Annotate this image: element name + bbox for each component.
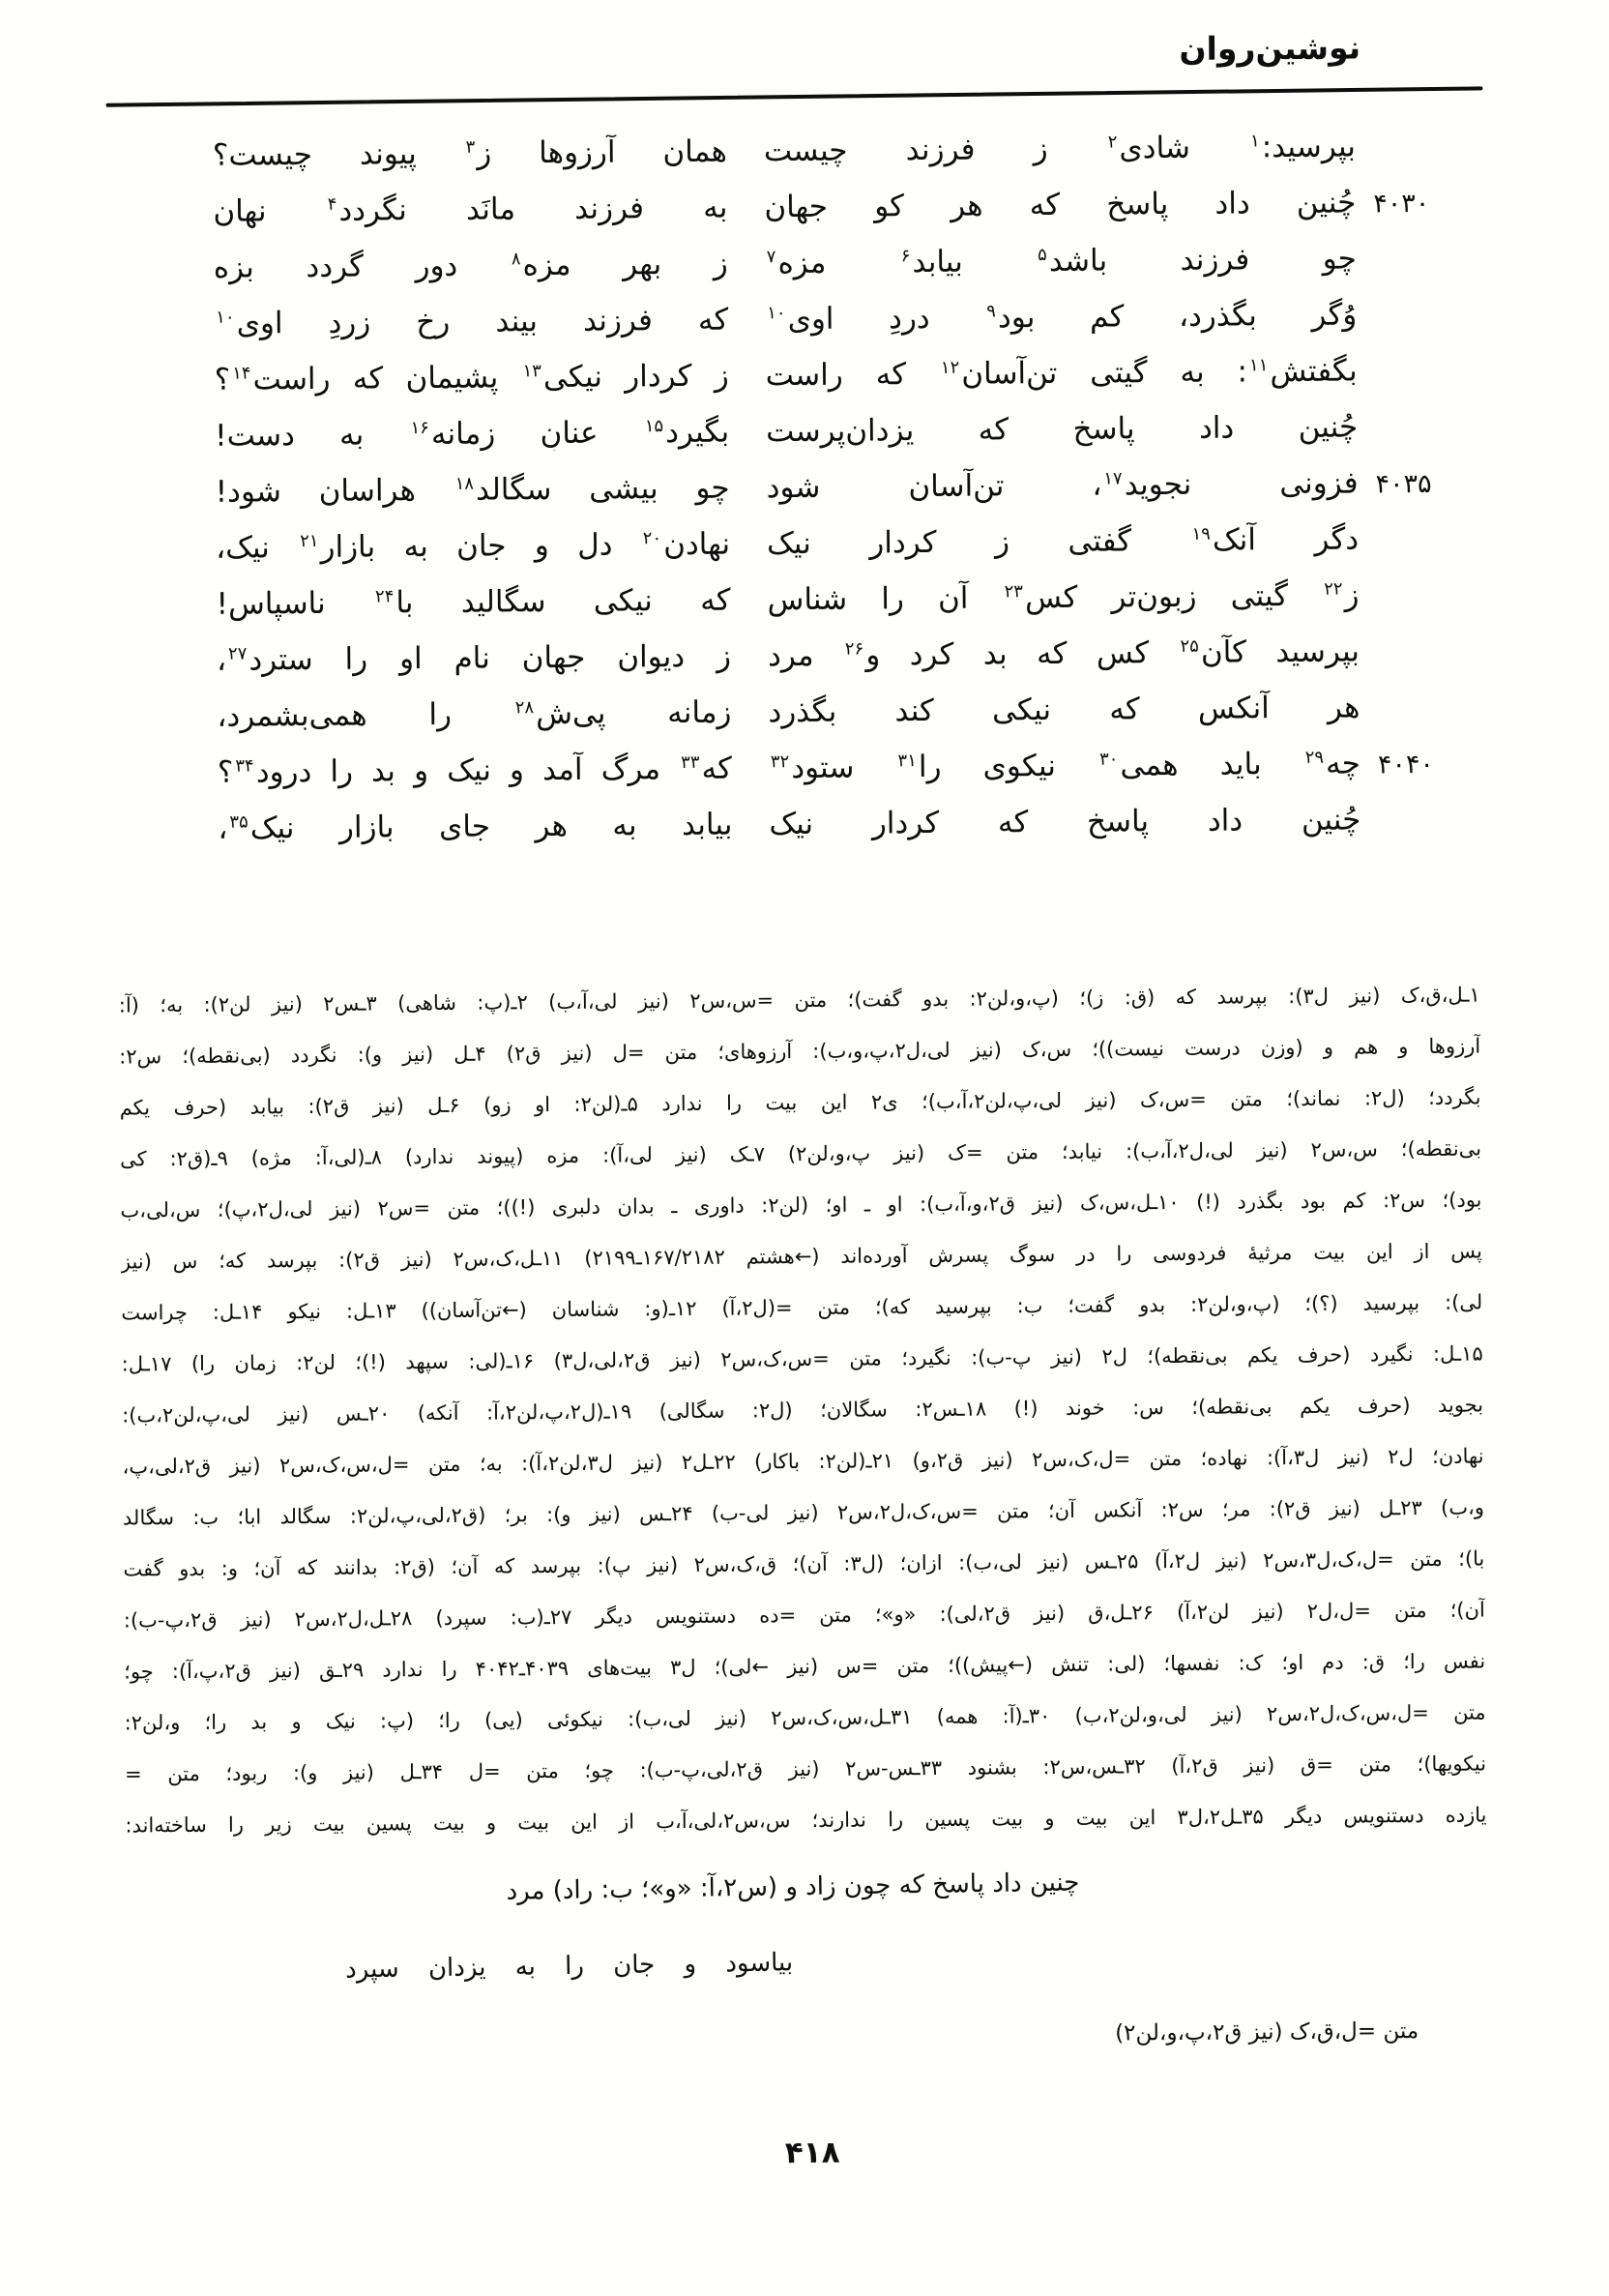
apparatus-line: بجوید (حرف یکم بی‌نقطه)؛ س: خوند (!) ۱۸ـس۲: سگالان؛ (ل۲: سگالی) ۱۹ـ(ل۲،پ،لن۲،آ: آنکه) ۲۰ـس (نیز لی،پ،لن۲،ب): bbox=[122, 1393, 1484, 1428]
page-number: ۴۱۸ bbox=[784, 2134, 840, 2171]
hemistich-second: که فرزند بیند رخ زردِ اوی$^{۱۰}$ bbox=[216, 302, 729, 341]
verse-number bbox=[1359, 545, 1432, 549]
apparatus-line: نفس را؛ ق: دم او؛ ک: نفسها؛ (لی: تنش (←پیش))؛ متن =س (نیز ←لی)؛ ل۳ بیت‌های ۴۰۳۹ـ۴۰۴۲ را ندارد ۲۹ـق (نیز ق۲،پ،آ): چو؛ bbox=[124, 1649, 1486, 1684]
apparatus-line: و،ب) ۲۳ـل (نیز ق۲): مر؛ س۲: آنکس آن؛ متن =س،ک،ل۲،س۲ (نیز لی-ب) ۲۴ـس (نیز و): بر؛ (ق۲،لی،پ،لن۲: سگالد ابا؛ ب: سگالد bbox=[122, 1495, 1485, 1530]
hemistich-first: بپرسید کآن$^{۲۵}$ کس که بد کرد و$^{۲۶}$ مرد bbox=[767, 633, 1360, 674]
verse-row bbox=[218, 746, 1434, 811]
verse-row bbox=[214, 241, 1430, 307]
hemistich-first: بپرسید:$^۱$ شادی$^۲$ ز فرزند چیست bbox=[763, 129, 1357, 169]
appendix-verse-line-1: چنین داد پاسخ که چون زاد و (س۲،آ: «و»؛ ب: راد) مرد bbox=[506, 1868, 1080, 1906]
apparatus-line: متن =ل،س،ک،ل۲،س۲ (نیز لی،و،لن۲،ب) ۳۰ـ(آ: همه) ۳۱ـل،س،ک،س۲ (نیز لی،ب): نیکوئی (یی) را؛ (پ: نیک و بد را؛ و،لن۲: bbox=[124, 1700, 1486, 1735]
verse-number: ۴۰۴۰ bbox=[1377, 749, 1435, 780]
apparatus-line: یازده دستنویس دیگر ۳۵ـل۲،ل۳ این بیت و بیت پسین را ندارند؛ س،س۲،لی،آ،ب از این بیت و بیت پسین بیت زیر را ساخته‌اند: bbox=[125, 1803, 1487, 1838]
apparatus-line: لی): بپرسید (؟)؛ (پ،و،لن۲: بدو گفت؛ ب: بپرسید که)؛ متن =(ل۲،آ) ۱۲ـ(و: شناسان (←تن‌آسان)) ۱۳ـل: نیکو ۱۴ـل: چراست bbox=[121, 1290, 1483, 1325]
header-rule bbox=[105, 86, 1482, 106]
hemistich-second: ز کردارِ نیکی$^{۱۳}$ پشیمان که راست$^{۱۴}$؟ bbox=[214, 358, 729, 397]
appendix-verse-line-2: بیاسود و جان را به یزدان سپرد bbox=[344, 1948, 794, 1985]
hemistich-second: که نیکی سگالید با$^{۲۴}$ ناسپاس! bbox=[216, 582, 731, 622]
verse-row bbox=[217, 690, 1433, 755]
hemistich-first: هر آنکس که نیکی کند بگذرد bbox=[768, 690, 1360, 730]
verse-row bbox=[218, 802, 1434, 868]
hemistich-first: دگر آنک$^{۱۹}$ گفتی ز کردارِ نیک bbox=[766, 521, 1360, 562]
verse-number bbox=[1357, 264, 1430, 269]
apparatus-container bbox=[119, 970, 1487, 1852]
apparatus-line: بگردد؛ (ل۲: نماند)؛ متن =س،ک (نیز لی،پ،لن۲،آ،ب)؛ ی۲ این بیت را ندارد ۵ـ(لن۲: او زو) ۶ـل (نیز ق۲): بیابد (حرف یکم bbox=[119, 1085, 1481, 1120]
verse-number bbox=[1357, 320, 1430, 325]
hemistich-second: بیابد به هر جای بازارِ نیک$^{۳۵}$، bbox=[218, 807, 733, 846]
apparatus-line: ۱ـل،ق،ک (نیز ل۳): بپرسد که (ق: ز)؛ (پ،و،لن۲: بدو گفت)؛ متن =س،س۲ (نیز لی،آ،ب) ۲ـ(پ: شاهی) ۳ـس۲ (نیز لن۲): به؛ (آ: bbox=[118, 983, 1480, 1017]
verse-row bbox=[214, 297, 1430, 363]
hemistich-first: وُگر بگذرد، کم بود$^۹$ دردِ اوی$^{۱۰}$ bbox=[767, 297, 1358, 338]
verse-row bbox=[216, 577, 1432, 643]
poem-section bbox=[213, 129, 1435, 868]
apparatus-line: ۱۵ـل: نگیرد (حرف یکم بی‌نقطه)؛ ل۲ (نیز پ-ب): نگیرد؛ متن =س،ک،س۲ (نیز ق۲،لی،ل۳) ۱۶ـ(لی: سپهد (!)؛ لن۲: زمان را) ۱۷ـل: bbox=[121, 1341, 1483, 1376]
hemistich-second: نهادن$^{۲۰}$ دل و جان به بازارِ$^{۲۱}$ نیک، bbox=[215, 526, 731, 566]
hemistich-first: ز$^{۲۲}$ گیتی زبون‌تر کس$^{۲۳}$ آن را شناس bbox=[767, 577, 1360, 618]
apparatus-line: بی‌نقطه)؛ س،س۲ (نیز لی،ل۲،آ،ب): نیابد؛ متن =ک (نیز پ،و،لن۲) ۷ـک (نیز لی،آ): مزه (پیوند ندارد) ۸ـ(لی،آ: مژه) ۹ـ(ق۲: کی bbox=[119, 1136, 1482, 1171]
hemistich-first: چُنین داد پاسخ که یزدان‌پرست bbox=[766, 409, 1359, 450]
apparatus-line: آرزوها و هم و (وزن درست نیست))؛ س،ک (نیز لی،ل۲،پ،و،ب): آرزوهای؛ متن =ل (نیز ق۲) ۴ـل (نیز و): نگردد (بی‌نقطه)؛ س۲: bbox=[119, 1034, 1481, 1069]
appendix-source-note: متن =ل،ق،ک (نیز ق۲،پ،و،لن۲) bbox=[1115, 2018, 1419, 2046]
hemistich-second: ز دیوان جهان نام او را سترد$^{۲۷}$، bbox=[216, 638, 732, 678]
verse-number bbox=[1360, 713, 1433, 718]
hemistich-first: بگفتش$^{۱۱}$: به گیتی تن‌آسان$^{۱۲}$ که راست bbox=[765, 353, 1358, 394]
hemistich-first: چه$^{۲۹}$ باید همی$^{۳۰}$ نیکوی را$^{۳۱}$ ستود$^{۳۲}$ bbox=[770, 746, 1361, 786]
verse-number: ۴۰۳۵ bbox=[1375, 468, 1432, 500]
verse-number bbox=[1360, 657, 1433, 662]
apparatus-line: آن)؛ متن =ل،ل۲ (نیز لن۲،آ) ۲۶ـل،ق (نیز ق۲،لی): «و»؛ متن =ده دستنویس دیگر ۲۷ـ(ب: سپرد) ۲۸ـل،ل۲،س۲ (نیز ق۲،پ-ب): bbox=[123, 1598, 1485, 1633]
hemistich-second: بگیرد$^{۱۵}$ عنانِ زمانه$^{۱۶}$ به دست! bbox=[215, 414, 730, 454]
verse-number bbox=[1356, 152, 1429, 157]
apparatus-line: پس از این بیت مرثیهٔ فردوسی را در سوگ پسرش آورده‌اند (←هشتم ۱۶۷/۲۱۸۲ـ۲۱۹۹) ۱۱ـل،ک،س۲ (نیز ق۲): بپرسد که؛ س (نیز bbox=[120, 1239, 1482, 1274]
apparatus-line: نهادن؛ ل۲ (نیز ل۳،آ): نهاده؛ متن =ل،ک،س۲ (نیز ق۲،و) ۲۱ـ(لن۲: باکار) ۲۲ـل۲ (نیز ل۳،لن۲،آ): به؛ متن =ل،س،ک،س۲ (نیز ق۲،لی،پ، bbox=[122, 1444, 1484, 1479]
hemistich-second: زمانه پی‌ش$^{۲۸}$ را همی‌بشمرد، bbox=[217, 694, 732, 734]
verse-number bbox=[1360, 601, 1433, 605]
verse-number bbox=[1360, 825, 1434, 830]
hemistich-first: چُنین داد پاسخ که هر کو جهان bbox=[764, 185, 1357, 225]
hemistich-first: چو فرزند باشد$^۵$ بیابد$^۶$ مزه$^۷$ bbox=[766, 241, 1357, 281]
hemistich-second: که$^{۳۳}$ مرگ آمد و نیک و بد را درود$^{۳۴}$؟ bbox=[217, 751, 733, 790]
verses-container bbox=[213, 129, 1435, 868]
hemistich-second: همان آرزوها ز$^۳$ پیوند چیست؟ bbox=[212, 133, 728, 173]
apparatus-line: نیکویها)؛ متن =ق (نیز ق۲،آ) ۳۲ـس،س۲: بشنود ۳۳ـس-س۲ (نیز ق۲،لی،پ-ب): چو؛ متن =ل ۳۴ـل (نیز و): ربود؛ متن = bbox=[124, 1751, 1487, 1786]
hemistich-first: فزونی نجوید$^{۱۷}$، تن‌آسان شود bbox=[766, 465, 1359, 506]
hemistich-first: چُنین داد پاسخ که کردارِ نیک bbox=[769, 802, 1361, 842]
verse-row bbox=[215, 409, 1431, 475]
verse-row bbox=[213, 185, 1429, 250]
verse-row bbox=[217, 633, 1433, 699]
verse-row bbox=[215, 353, 1431, 419]
apparatus-line: بود)؛ س۲: کم بود بگذرد (!) ۱۰ـل،س،ک (نیز ق۲،و،آ،ب): او ـ او؛ (لن۲: داوری ـ بدان دلبری (!))؛ متن =س۲ (نیز لی،ل۲،پ)؛ س،لی،ب bbox=[120, 1188, 1482, 1222]
hemistich-second: ز بهرِ مزه$^۸$ دور گردد بزه bbox=[213, 246, 728, 285]
verse-row bbox=[216, 465, 1432, 531]
running-head-title: نوشین‌روان bbox=[1179, 28, 1361, 68]
verse-number: ۴۰۳۰ bbox=[1373, 188, 1430, 220]
verse-number bbox=[1358, 376, 1431, 381]
hemistich-second: به فرزند مانَد نگردد$^۴$ نهان bbox=[213, 190, 728, 229]
apparatus-line: با)؛ متن =ل،ک،ل۳،س۲ (نیز ل۲،آ) ۲۵ـس (نیز لی،ب): ازان؛ (ل۳: آن)؛ ق،ک،س۲ (نیز پ): بپرسد که آن؛ (ق۲: بدانند که آن؛ و: بدو گفت bbox=[123, 1546, 1485, 1581]
hemistich-second: چو بیشی سگالد$^{۱۸}$ هراسان شود! bbox=[215, 470, 730, 510]
critical-apparatus bbox=[119, 970, 1487, 1852]
verse-row bbox=[213, 129, 1429, 194]
verse-row bbox=[216, 521, 1432, 587]
verse-number bbox=[1358, 432, 1431, 437]
